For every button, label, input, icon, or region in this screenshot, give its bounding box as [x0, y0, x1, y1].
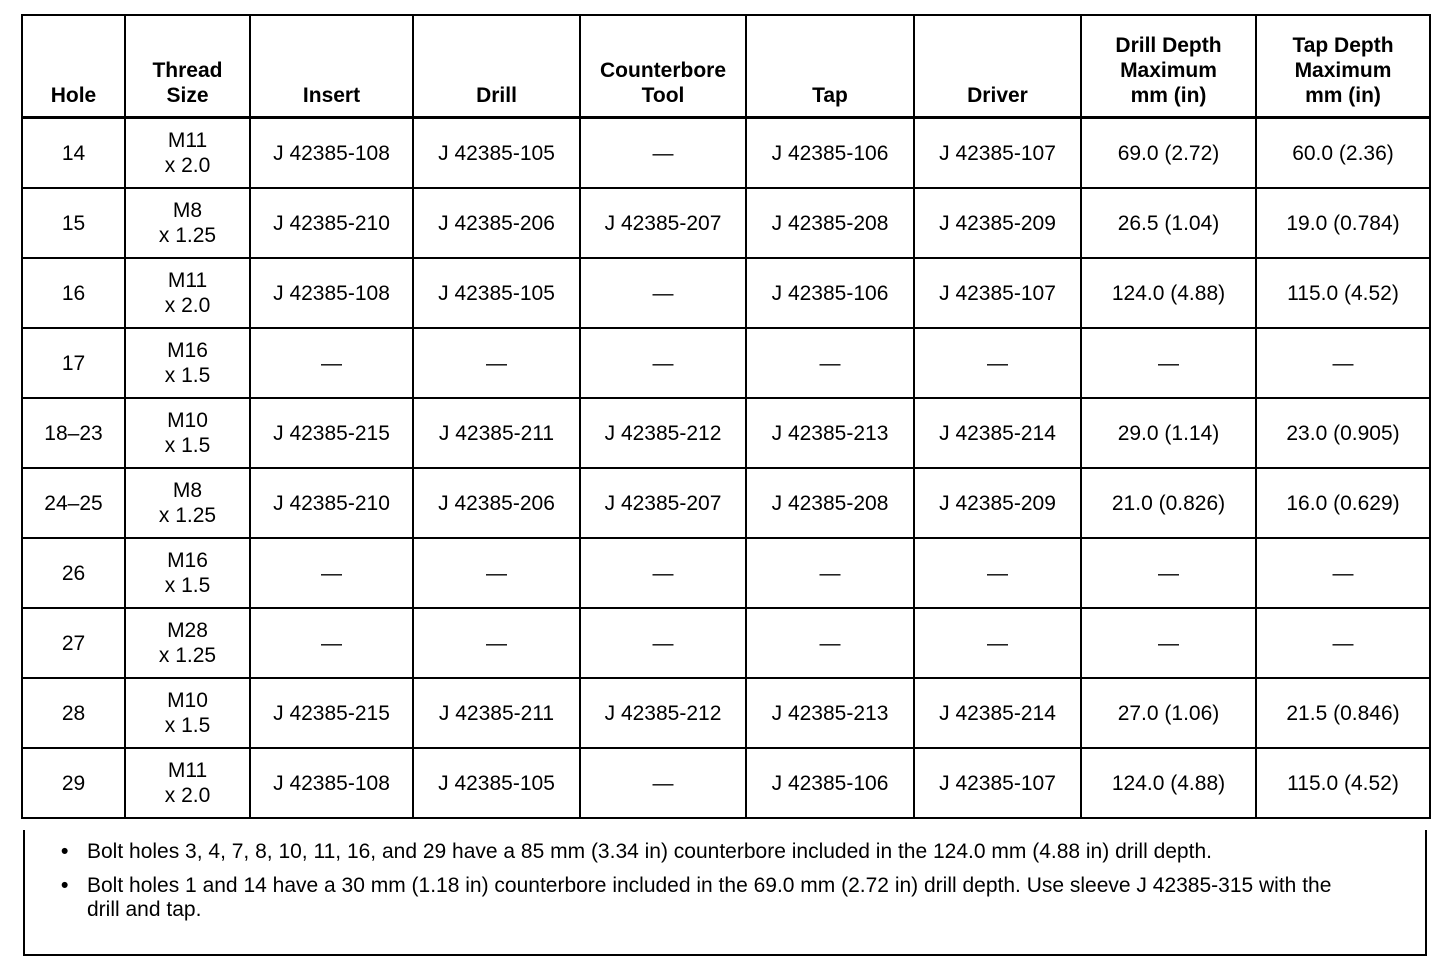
thread-size-line: M8: [172, 479, 203, 502]
thread-size-line: M28: [167, 619, 208, 642]
cell-drill-depth: 124.0 (4.88): [1081, 258, 1256, 328]
tool-spec-table: [21, 14, 1431, 819]
thread-size-line: M16: [167, 549, 208, 572]
cell-drill: J 42385-206: [413, 468, 580, 538]
cell-driver: J 42385-214: [914, 398, 1081, 468]
cell-drill: J 42385-105: [413, 258, 580, 328]
cell-insert: J 42385-108: [250, 258, 413, 328]
cell-tap-depth: 115.0 (4.52): [1256, 748, 1430, 818]
table-row: [22, 258, 1430, 328]
cell-tap: J 42385-106: [746, 258, 914, 328]
thread-pitch-line: x 1.5: [164, 714, 211, 737]
header-insert: Insert: [250, 15, 413, 118]
thread-pitch-line: x 1.25: [158, 224, 217, 247]
header-hole: Hole: [22, 15, 125, 118]
cell-drill-depth: —: [1081, 538, 1256, 608]
header-drill: Drill: [413, 15, 580, 118]
cell-counterbore: —: [580, 538, 746, 608]
header-driver: Driver: [914, 15, 1081, 118]
cell-hole: 27: [22, 608, 125, 678]
cell-driver: J 42385-214: [914, 678, 1081, 748]
cell-tap: J 42385-208: [746, 468, 914, 538]
cell-driver: J 42385-107: [914, 258, 1081, 328]
cell-tap-depth: 60.0 (2.36): [1256, 118, 1430, 189]
thread-size-line: M8: [172, 199, 203, 222]
cell-insert: —: [250, 328, 413, 398]
cell-counterbore: —: [580, 118, 746, 189]
cell-drill-depth: 29.0 (1.14): [1081, 398, 1256, 468]
cell-hole: 17: [22, 328, 125, 398]
cell-counterbore: —: [580, 258, 746, 328]
cell-drill-depth: 69.0 (2.72): [1081, 118, 1256, 189]
thread-pitch-line: x 1.25: [158, 644, 217, 667]
thread-size-line: M16: [167, 339, 208, 362]
cell-tap-depth: 115.0 (4.52): [1256, 258, 1430, 328]
table-row: [22, 608, 1430, 678]
cell-drill: J 42385-206: [413, 188, 580, 258]
table-row: [22, 398, 1430, 468]
cell-hole: 26: [22, 538, 125, 608]
cell-hole: 15: [22, 188, 125, 258]
header-thread-size: Thread Size: [125, 15, 250, 118]
table-row: [22, 328, 1430, 398]
cell-insert: —: [250, 608, 413, 678]
cell-drill-depth: —: [1081, 328, 1256, 398]
table-row: [22, 748, 1430, 818]
table-body: [22, 118, 1430, 819]
cell-counterbore: J 42385-207: [580, 468, 746, 538]
thread-pitch-line: x 1.5: [164, 364, 211, 387]
thread-size-line: M10: [167, 689, 208, 712]
cell-insert: J 42385-215: [250, 678, 413, 748]
cell-thread-size: [125, 258, 250, 328]
cell-counterbore: J 42385-212: [580, 678, 746, 748]
cell-tap: —: [746, 328, 914, 398]
cell-tap: J 42385-106: [746, 118, 914, 189]
cell-driver: J 42385-107: [914, 118, 1081, 189]
cell-insert: J 42385-210: [250, 468, 413, 538]
cell-drill: J 42385-211: [413, 678, 580, 748]
cell-thread-size: [125, 538, 250, 608]
cell-driver: J 42385-107: [914, 748, 1081, 818]
cell-thread-size: [125, 398, 250, 468]
cell-drill-depth: 124.0 (4.88): [1081, 748, 1256, 818]
cell-tap: —: [746, 608, 914, 678]
table-row: [22, 678, 1430, 748]
notes-list: [61, 840, 1425, 922]
cell-driver: —: [914, 608, 1081, 678]
cell-thread-size: [125, 468, 250, 538]
cell-tap-depth: 23.0 (0.905): [1256, 398, 1430, 468]
cell-tap-depth: —: [1256, 608, 1430, 678]
thread-size-line: M11: [167, 759, 208, 782]
cell-hole: 24–25: [22, 468, 125, 538]
cell-tap-depth: 21.5 (0.846): [1256, 678, 1430, 748]
cell-insert: J 42385-108: [250, 118, 413, 189]
cell-tap: J 42385-213: [746, 398, 914, 468]
cell-tap: J 42385-213: [746, 678, 914, 748]
cell-tap: —: [746, 538, 914, 608]
thread-pitch-line: x 2.0: [164, 294, 211, 317]
cell-thread-size: [125, 608, 250, 678]
cell-tap-depth: 16.0 (0.629): [1256, 468, 1430, 538]
cell-tap-depth: 19.0 (0.784): [1256, 188, 1430, 258]
thread-pitch-line: x 2.0: [164, 154, 211, 177]
cell-thread-size: [125, 748, 250, 818]
thread-size-line: M11: [167, 129, 208, 152]
cell-counterbore: —: [580, 328, 746, 398]
cell-tap-depth: —: [1256, 538, 1430, 608]
note-item: • Bolt holes 3, 4, 7, 8, 10, 11, 16, and 29 have a 85 mm (3.34 in) counterbore included in the 124.0 mm (4.88 in) drill depth.: [61, 840, 1367, 864]
table-row: [22, 118, 1430, 189]
cell-thread-size: [125, 118, 250, 189]
cell-hole: 18–23: [22, 398, 125, 468]
cell-drill-depth: 21.0 (0.826): [1081, 468, 1256, 538]
cell-counterbore: J 42385-212: [580, 398, 746, 468]
cell-tap: J 42385-208: [746, 188, 914, 258]
cell-insert: J 42385-210: [250, 188, 413, 258]
notes-box: [23, 830, 1427, 956]
header-row: [22, 15, 1430, 118]
cell-driver: J 42385-209: [914, 468, 1081, 538]
cell-drill-depth: 27.0 (1.06): [1081, 678, 1256, 748]
thread-size-line: M11: [167, 269, 208, 292]
header-counterbore-tool: Counterbore Tool: [580, 15, 746, 118]
cell-hole: 28: [22, 678, 125, 748]
cell-drill: —: [413, 608, 580, 678]
thread-size-line: M10: [167, 409, 208, 432]
cell-insert: J 42385-108: [250, 748, 413, 818]
thread-pitch-line: x 1.5: [164, 574, 211, 597]
note-item: • Bolt holes 1 and 14 have a 30 mm (1.18 in) counterbore included in the 69.0 mm (2.72 in) drill depth. Use sleeve J 42385-315 with the drill and tap.: [61, 874, 1367, 922]
cell-driver: —: [914, 538, 1081, 608]
cell-counterbore: —: [580, 748, 746, 818]
table-row: [22, 538, 1430, 608]
cell-driver: J 42385-209: [914, 188, 1081, 258]
cell-tap: J 42385-106: [746, 748, 914, 818]
cell-counterbore: J 42385-207: [580, 188, 746, 258]
cell-tap-depth: —: [1256, 328, 1430, 398]
thread-pitch-line: x 1.25: [158, 504, 217, 527]
thread-pitch-line: x 1.5: [164, 434, 211, 457]
header-tap: Tap: [746, 15, 914, 118]
cell-thread-size: [125, 188, 250, 258]
cell-insert: —: [250, 538, 413, 608]
table-header: [22, 15, 1430, 118]
cell-hole: 14: [22, 118, 125, 189]
header-drill-depth: Drill Depth Maximum mm (in): [1081, 15, 1256, 118]
cell-hole: 29: [22, 748, 125, 818]
cell-thread-size: [125, 328, 250, 398]
cell-hole: 16: [22, 258, 125, 328]
cell-insert: J 42385-215: [250, 398, 413, 468]
table-row: [22, 468, 1430, 538]
cell-drill: —: [413, 538, 580, 608]
header-tap-depth: Tap Depth Maximum mm (in): [1256, 15, 1430, 118]
thread-pitch-line: x 2.0: [164, 784, 211, 807]
cell-counterbore: —: [580, 608, 746, 678]
cell-drill: J 42385-105: [413, 748, 580, 818]
cell-driver: —: [914, 328, 1081, 398]
cell-drill: —: [413, 328, 580, 398]
cell-drill: J 42385-105: [413, 118, 580, 189]
cell-thread-size: [125, 678, 250, 748]
cell-drill-depth: 26.5 (1.04): [1081, 188, 1256, 258]
cell-drill: J 42385-211: [413, 398, 580, 468]
table-row: [22, 188, 1430, 258]
cell-drill-depth: —: [1081, 608, 1256, 678]
